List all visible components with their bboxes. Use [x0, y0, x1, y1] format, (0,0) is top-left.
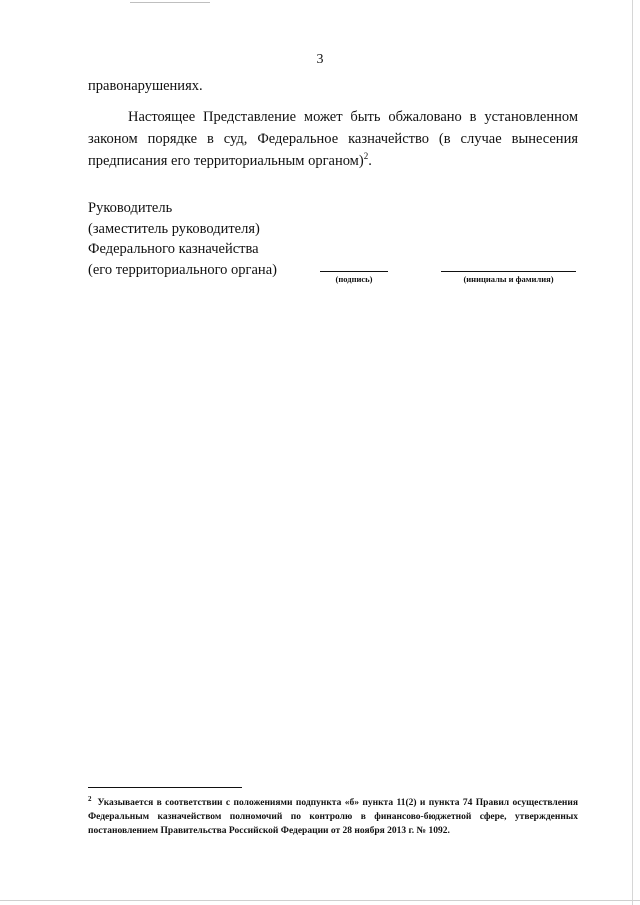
name-caption: (инициалы и фамилия): [463, 274, 554, 284]
signature-line: [320, 271, 388, 272]
appeal-paragraph: [88, 106, 578, 172]
signatory-title-line: (заместитель руководителя): [88, 220, 260, 237]
footnote-reference: 2: [363, 151, 369, 162]
signature-caption: (подпись): [335, 274, 373, 284]
scan-edge-right: [632, 0, 633, 905]
appeal-paragraph-text: Настоящее Представление может быть обжаловано в установленном законом порядке в суд, Федеральное казначейство (в случае вынесения предписания его территориальным органом): [88, 109, 578, 169]
appeal-paragraph-end: .: [368, 153, 372, 169]
signatory-title-line: Федерального казначейства: [88, 241, 259, 257]
scan-edge-top: [130, 2, 210, 3]
footnote: [88, 796, 578, 838]
footnote-marker: 2: [88, 794, 92, 803]
scan-edge-bottom: [0, 900, 640, 901]
signatory-title-line: (его территориального органа): [88, 261, 277, 278]
paragraph-continuation: правонарушениях.: [88, 78, 203, 94]
page-number: 3: [316, 52, 324, 67]
name-line: [441, 271, 576, 272]
footnote-text: Указывается в соответствии с положениями подпункта «б» пункта 11(2) и пункта 74 Правил осуществления Федеральным казначейством полномочий по контролю в финансово-бюджетной сфере, утвержденных постановлением Правительства Российской Федерации от 28 ноября 2013 г. № 1092.: [88, 798, 578, 836]
footnote-separator: [88, 787, 242, 788]
signatory-title-line: Руководитель: [88, 200, 173, 216]
signatory-title: [88, 198, 277, 280]
